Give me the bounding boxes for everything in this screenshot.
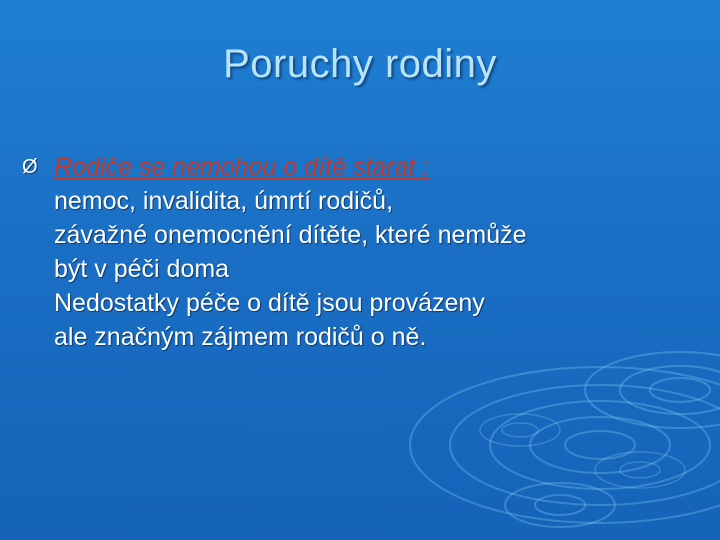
bullet-heading: Rodiče se nemohou o dítě starat : [54, 153, 430, 181]
body-line: nemoc, invalidita, úmrtí rodičů, [54, 187, 394, 215]
bullet-item [22, 150, 692, 184]
body-line: závažné onemocnění dítěte, které nemůže [54, 221, 527, 249]
arrow-bullet-icon: Ø [22, 156, 38, 178]
body-line: být v péči doma [54, 255, 230, 283]
body-line: ale značným zájmem rodičů o ně. [54, 323, 427, 351]
slide-title: Poruchy rodiny [223, 42, 497, 86]
slide-body [22, 150, 692, 354]
body-line: Nedostatky péče o dítě jsou provázeny [54, 289, 485, 317]
